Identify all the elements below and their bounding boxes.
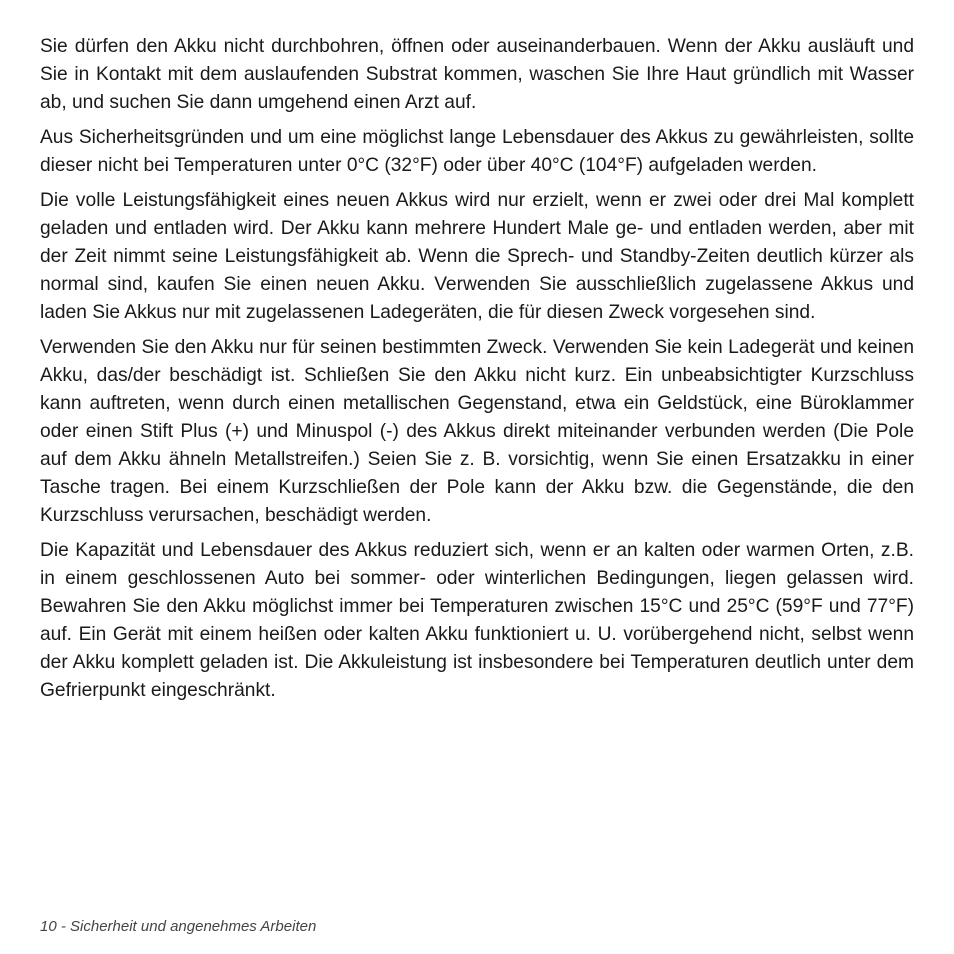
paragraph-battery-damage: Sie dürfen den Akku nicht durchbohren, öffnen oder auseinanderbauen. Wenn der Akku ausläuft und Sie in Kontakt mit dem auslaufenden Substrat kommen, waschen Sie Ihre Haut gründlich mit Wasser ab, und suchen Sie dann umgehend einen Arzt auf. (40, 36, 914, 113)
paragraph-short-circuit: Verwenden Sie den Akku nur für seinen bestimmten Zweck. Verwenden Sie kein Ladegerät und keinen Akku, das/der beschädigt ist. Schließen Sie den Akku nicht kurz. Ein unbeabsichtigter Kurzschluss kann auftreten, wenn durch einen metallischen Gegenstand, etwa ein Geldstück, eine Büroklammer oder einen Stift Plus (+) und Minuspol (-) des Akkus direkt miteinander verbunden werden (Die Pole auf dem Akku ähneln Metallstreifen.) Seien Sie z. B. vorsichtig, wenn Sie einen Ersatzakku in einer Tasche tragen. Bei einem Kurzschließen der Pole kann der Akku bzw. die Gegenstände, die den Kurzschluss verursachen, beschädigt werden. (40, 337, 914, 526)
paragraph-battery-performance: Die volle Leistungsfähigkeit eines neuen Akkus wird nur erzielt, wenn er zwei oder drei Mal komplett geladen und entladen wird. Der Akku kann mehrere Hundert Male ge- und entladen werden, aber mit der Zeit nimmt seine Leistungsfähigkeit ab. Wenn die Sprech- und Standby-Zeiten deutlich kürzer als normal sind, kaufen Sie einen neuen Akku. Verwenden Sie ausschließlich zugelassene Akkus und laden Sie Akkus nur mit zugelassenen Ladegeräten, die für diesen Zweck vorgesehen sind. (40, 190, 914, 323)
page-body (40, 33, 914, 712)
paragraph-capacity-temperature: Die Kapazität und Lebensdauer des Akkus reduziert sich, wenn er an kalten oder warmen Orten, z.B. in einem geschlossenen Auto bei sommer- oder winterlichen Bedingungen, liegen gelassen wird. Bewahren Sie den Akku möglichst immer bei Temperaturen zwischen 15°C und 25°C (59°F und 77°F) auf. Ein Gerät mit einem heißen oder kalten Akku funktioniert u. U. vorübergehend nicht, selbst wenn der Akku komplett geladen ist. Die Akkuleistung ist insbesondere bei Temperaturen deutlich unter dem Gefrierpunkt eingeschränkt. (40, 540, 914, 701)
paragraph-charging-temperature: Aus Sicherheitsgründen und um eine möglichst lange Lebensdauer des Akkus zu gewährleisten, sollte dieser nicht bei Temperaturen unter 0°C (32°F) oder über 40°C (104°F) aufgeladen werden. (40, 127, 914, 176)
page-footer: 10 - Sicherheit und angenehmes Arbeiten (40, 918, 317, 935)
